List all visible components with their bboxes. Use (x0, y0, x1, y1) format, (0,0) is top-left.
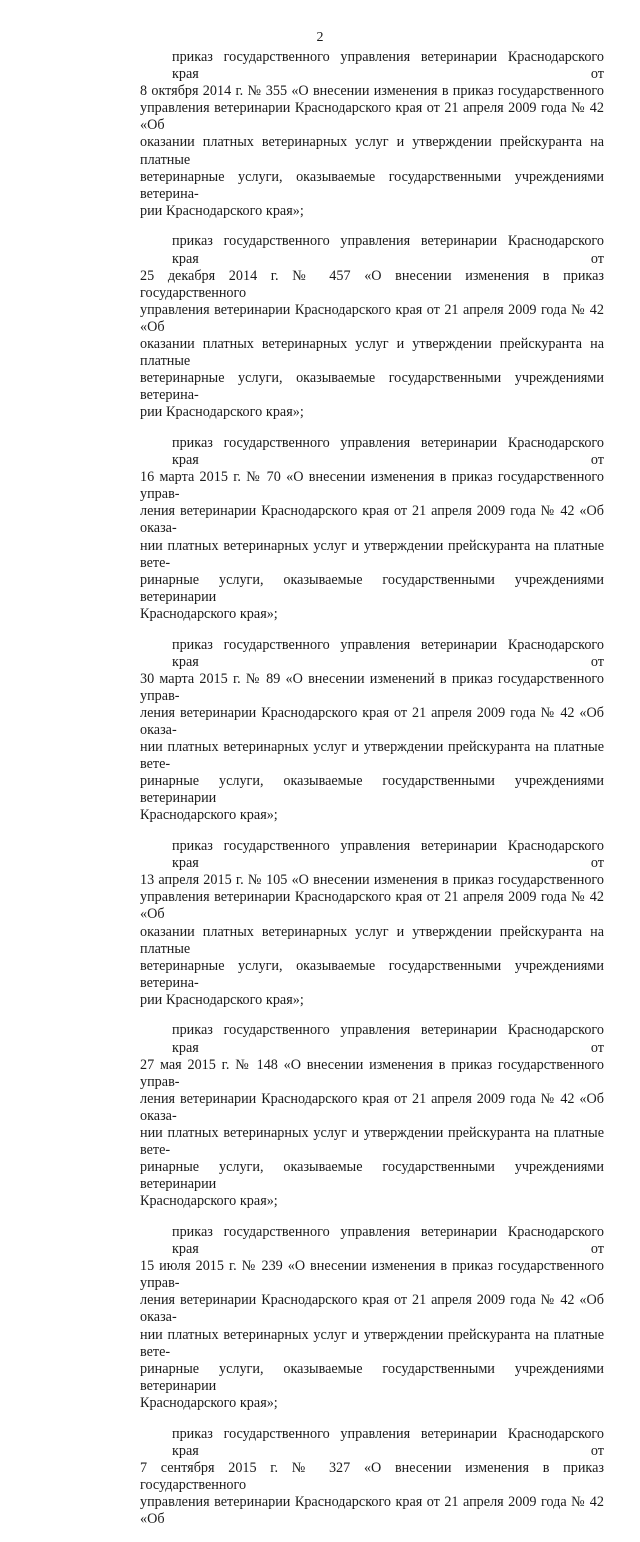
order-text-line: 16 марта 2015 г. № 70 «О внесении изменения в приказ государственного управ- (140, 469, 604, 503)
order-text-line: рии Краснодарского края»; (140, 991, 304, 1008)
order-paragraph (140, 838, 604, 1009)
order-text-line: ринарные услуги, оказываемые государственными учреждениями ветеринарии (140, 571, 604, 605)
order-text-line: ветеринарные услуги, оказываемые государственными учреждениями ветерина- (140, 957, 604, 991)
order-text-line: рии Краснодарского края»; (140, 202, 304, 219)
order-text-line: рии Краснодарского края»; (140, 404, 304, 421)
order-text-line: управления ветеринарии Краснодарского края от 21 апреля 2009 года № 42 «Об (140, 889, 604, 923)
order-text-line: ринарные услуги, оказываемые государственными учреждениями ветеринарии (140, 1159, 604, 1193)
order-paragraph (140, 1426, 604, 1529)
order-text-line: приказ государственного управления ветеринарии Краснодарского края от (172, 1224, 604, 1258)
order-text-line: управления ветеринарии Краснодарского края от 21 апреля 2009 года № 42 «Об (140, 301, 604, 335)
order-text-line: ления ветеринарии Краснодарского края от 21 апреля 2009 года № 42 «Об оказа- (140, 704, 604, 738)
order-text-line: Краснодарского края»; (140, 1394, 278, 1411)
order-text-line: нии платных ветеринарных услуг и утверждении прейскуранта на платные вете- (140, 1125, 604, 1159)
document-body (140, 49, 604, 1542)
order-text-line: 7 сентября 2015 г. № 327 «О внесении изменения в приказ государственного (140, 1459, 604, 1493)
order-paragraph (140, 233, 604, 421)
order-paragraph (140, 49, 604, 220)
order-paragraph (140, 435, 604, 623)
order-text-line: ветеринарные услуги, оказываемые государственными учреждениями ветерина- (140, 370, 604, 404)
order-text-line: 8 октября 2014 г. № 355 «О внесении изменения в приказ государственного (140, 83, 604, 100)
order-text-line: оказании платных ветеринарных услуг и утверждении прейскуранта на платные (140, 336, 604, 370)
order-text-line: нии платных ветеринарных услуг и утверждении прейскуранта на платные вете- (140, 537, 604, 571)
order-text-line: ринарные услуги, оказываемые государственными учреждениями ветеринарии (140, 1360, 604, 1394)
order-text-line: оказании платных ветеринарных услуг и утверждении прейскуранта на платные (140, 134, 604, 168)
order-text-line: 13 апреля 2015 г. № 105 «О внесении изменения в приказ государственного (140, 872, 604, 889)
order-text-line: приказ государственного управления ветеринарии Краснодарского края от (172, 1425, 604, 1459)
order-text-line: ления ветеринарии Краснодарского края от 21 апреля 2009 года № 42 «Об оказа- (140, 503, 604, 537)
order-text-line: приказ государственного управления ветеринарии Краснодарского края от (172, 636, 604, 670)
order-text-line: ветеринарные услуги, оказываемые государственными учреждениями ветерина- (140, 168, 604, 202)
order-text-line: нии платных ветеринарных услуг и утверждении прейскуранта на платные вете- (140, 739, 604, 773)
order-text-line: ления ветеринарии Краснодарского края от 21 апреля 2009 года № 42 «Об оказа- (140, 1090, 604, 1124)
order-text-line: приказ государственного управления ветеринарии Краснодарского края от (172, 49, 604, 83)
order-text-line: 27 мая 2015 г. № 148 «О внесении изменения в приказ государственного управ- (140, 1056, 604, 1090)
order-text-line: ринарные услуги, оказываемые государственными учреждениями ветеринарии (140, 773, 604, 807)
order-paragraph (140, 1224, 604, 1412)
page-number: 2 (316, 30, 324, 45)
order-text-line: приказ государственного управления ветеринарии Краснодарского края от (172, 838, 604, 872)
order-text-line: оказании платных ветеринарных услуг и утверждении прейскуранта на платные (140, 923, 604, 957)
order-text-line: приказ государственного управления ветеринарии Краснодарского края от (172, 233, 604, 267)
order-text-line: ления ветеринарии Краснодарского края от 21 апреля 2009 года № 42 «Об оказа- (140, 1292, 604, 1326)
order-paragraph (140, 637, 604, 825)
order-text-line: 25 декабря 2014 г. № 457 «О внесении изменения в приказ государственного (140, 267, 604, 301)
order-text-line: Краснодарского края»; (140, 807, 278, 824)
order-paragraph (140, 1022, 604, 1210)
order-text-line: управления ветеринарии Краснодарского края от 21 апреля 2009 года № 42 «Об (140, 1493, 604, 1527)
order-text-line: нии платных ветеринарных услуг и утверждении прейскуранта на платные вете- (140, 1326, 604, 1360)
order-text-line: управления ветеринарии Краснодарского края от 21 апреля 2009 года № 42 «Об (140, 100, 604, 134)
order-text-line: Краснодарского края»; (140, 605, 278, 622)
order-text-line: 30 марта 2015 г. № 89 «О внесении изменений в приказ государственного управ- (140, 670, 604, 704)
order-text-line: приказ государственного управления ветеринарии Краснодарского края от (172, 434, 604, 469)
order-text-line: Краснодарского края»; (140, 1193, 278, 1210)
order-text-line: приказ государственного управления ветеринарии Краснодарского края от (172, 1022, 604, 1056)
order-text-line: 15 июля 2015 г. № 239 «О внесении изменения в приказ государственного управ- (140, 1258, 604, 1292)
